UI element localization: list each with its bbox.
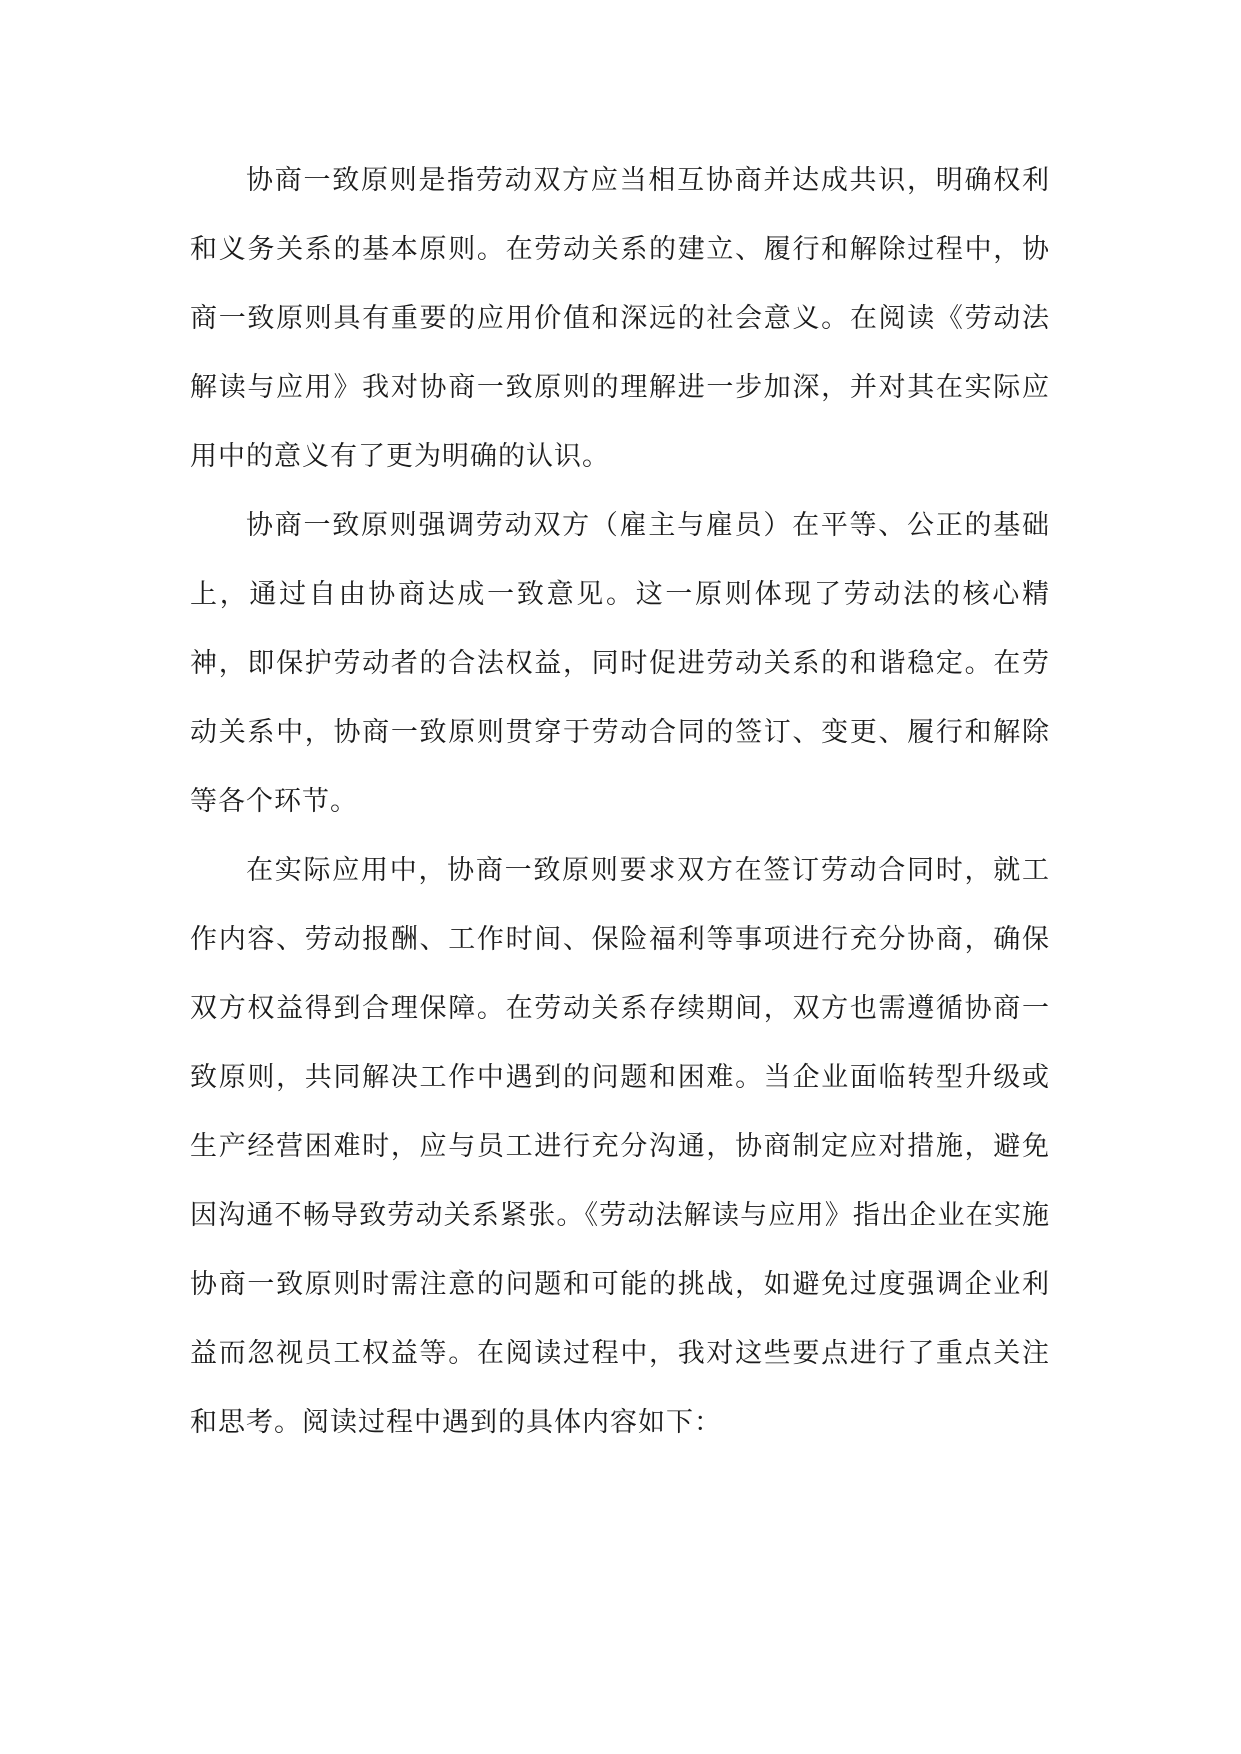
paragraph-1: 协商一致原则是指劳动双方应当相互协商并达成共识，明确权利和义务关系的基本原则。在劳动关系的建立、履行和解除过程中，协商一致原则具有重要的应用价值和深远的社会意义。在阅读《劳动法解读与应用》我对协商一致原则的理解进一步加深，并对其在实际应用中的意义有了更为明确的认识。 xyxy=(190,165,1050,472)
paragraph-3: 在实际应用中，协商一致原则要求双方在签订劳动合同时，就工作内容、劳动报酬、工作时间、保险福利等事项进行充分协商，确保双方权益得到合理保障。在劳动关系存续期间，双方也需遵循协商一致原则，共同解决工作中遇到的问题和困难。当企业面临转型升级或生产经营困难时，应与员工进行充分沟通，协商制定应对措施，避免因沟通不畅导致劳动关系紧张。《劳动法解读与应用》指出企业在实施协商一致原则时需注意的问题和可能的挑战，如避免过度强调企业利益而忽视员工权益等。在阅读过程中，我对这些要点进行了重点关注和思考。阅读过程中遇到的具体内容如下： xyxy=(190,855,1050,1438)
paragraph-2: 协商一致原则强调劳动双方（雇主与雇员）在平等、公正的基础上，通过自由协商达成一致意见。这一原则体现了劳动法的核心精神，即保护劳动者的合法权益，同时促进劳动关系的和谐稳定。在劳动关系中，协商一致原则贯穿于劳动合同的签订、变更、履行和解除等各个环节。 xyxy=(190,510,1050,817)
document-body xyxy=(190,146,1050,1457)
